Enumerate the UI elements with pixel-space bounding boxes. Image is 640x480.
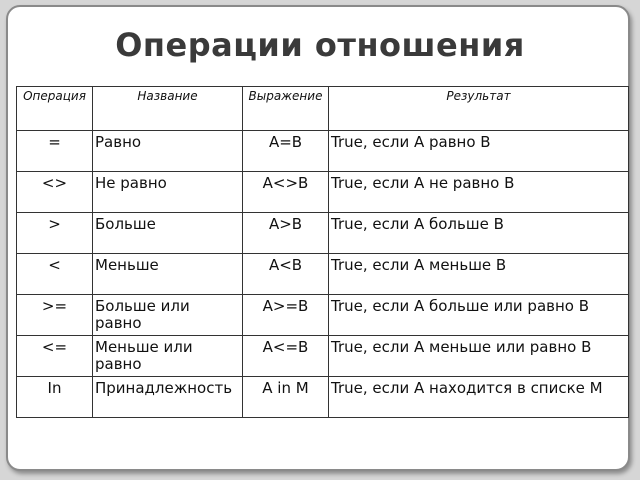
- cell-result: True, если A находится в списке M: [329, 377, 629, 418]
- cell-operation: <: [17, 254, 93, 295]
- cell-operation: <=: [17, 336, 93, 377]
- header-name: Название: [93, 87, 243, 131]
- cell-result: True, если A больше или равно B: [329, 295, 629, 336]
- cell-expression: A=B: [243, 131, 329, 172]
- cell-result: True, если A меньше или равно B: [329, 336, 629, 377]
- cell-result: True, если A меньше B: [329, 254, 629, 295]
- cell-name: Меньше или равно: [93, 336, 243, 377]
- cell-operation: >=: [17, 295, 93, 336]
- cell-name: Принадлежность: [93, 377, 243, 418]
- header-operation: Операция: [17, 87, 93, 131]
- cell-operation: In: [17, 377, 93, 418]
- slide-title: Операции отношения: [115, 26, 525, 64]
- cell-expression: A<B: [243, 254, 329, 295]
- cell-expression: A>B: [243, 213, 329, 254]
- table-row: [17, 295, 629, 336]
- table-row: [17, 131, 629, 172]
- cell-name: Меньше: [93, 254, 243, 295]
- table-row: [17, 377, 629, 418]
- cell-expression: A in M: [243, 377, 329, 418]
- relational-operations-table: [16, 86, 629, 418]
- table-row: [17, 254, 629, 295]
- table-row: [17, 172, 629, 213]
- header-expression: Выражение: [243, 87, 329, 131]
- cell-name: Больше: [93, 213, 243, 254]
- cell-expression: A<=B: [243, 336, 329, 377]
- cell-operation: >: [17, 213, 93, 254]
- cell-name: Больше или равно: [93, 295, 243, 336]
- cell-result: True, если A больше B: [329, 213, 629, 254]
- cell-operation: =: [17, 131, 93, 172]
- cell-operation: <>: [17, 172, 93, 213]
- cell-result: True, если A не равно B: [329, 172, 629, 213]
- cell-expression: A<>B: [243, 172, 329, 213]
- table-row: [17, 213, 629, 254]
- cell-name: Равно: [93, 131, 243, 172]
- cell-name: Не равно: [93, 172, 243, 213]
- table-row: [17, 336, 629, 377]
- cell-result: True, если A равно B: [329, 131, 629, 172]
- table-header-row: [17, 87, 629, 131]
- header-result: Результат: [329, 87, 629, 131]
- cell-expression: A>=B: [243, 295, 329, 336]
